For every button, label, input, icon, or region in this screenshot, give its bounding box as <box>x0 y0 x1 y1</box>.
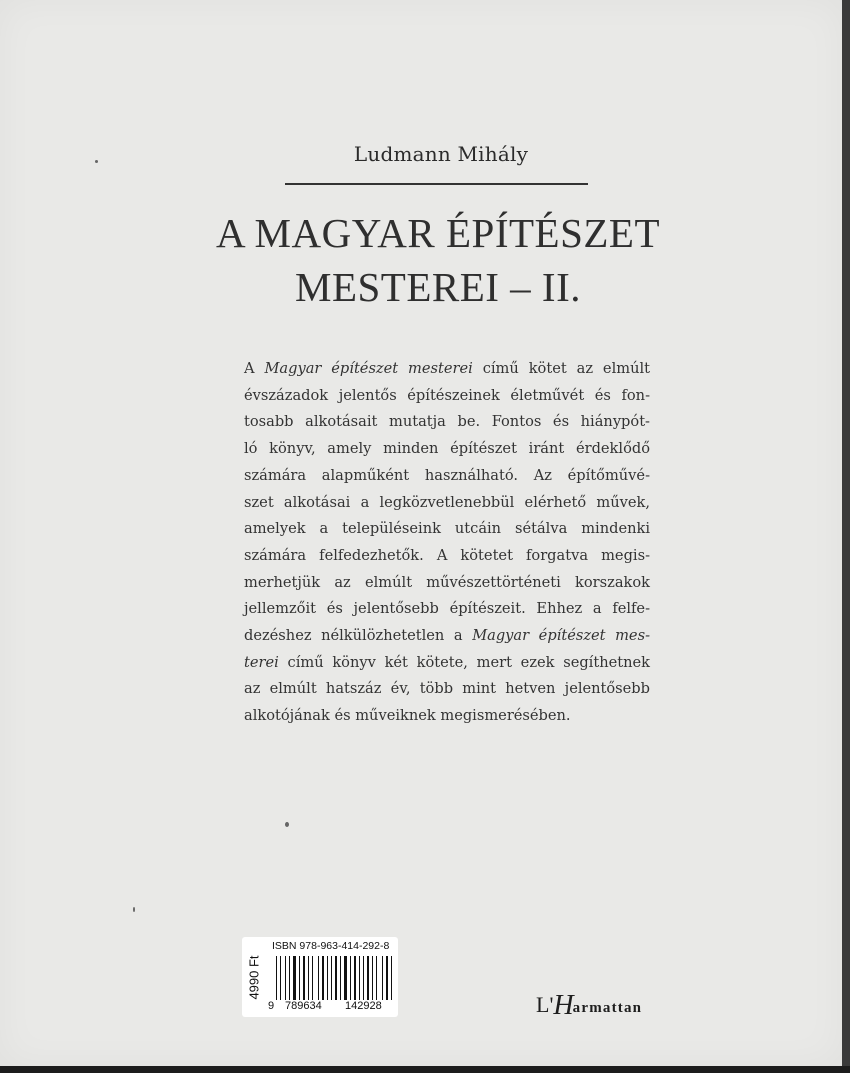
blurb-italic-title: Magyar építészet mes- <box>472 627 650 645</box>
blurb-text: A <box>244 360 265 377</box>
barcode-bar <box>293 956 296 1000</box>
barcode-bar <box>382 956 383 1000</box>
blurb-text: dezéshez nélkülözhetetlen a <box>244 627 473 645</box>
blurb-paragraph <box>244 356 650 730</box>
author-name: Ludmann Mihály <box>353 142 529 166</box>
speck <box>285 822 289 827</box>
barcode-bar <box>386 956 388 1000</box>
publisher-logo <box>536 988 643 1020</box>
barcode-bar <box>312 956 313 1000</box>
blurb-line <box>244 490 650 517</box>
barcode-bar <box>318 956 319 1000</box>
blurb-line <box>244 543 650 570</box>
barcode-bar <box>363 956 364 1000</box>
barcode-bar <box>344 956 347 1000</box>
blurb-text: az elmúlt hatszáz év, több mint hetven jelentősebb <box>244 680 650 698</box>
barcode-bar <box>327 956 328 1000</box>
title-line-2: MESTEREI – II. <box>295 264 581 310</box>
title-line-1: A MAGYAR ÉPÍTÉSZET <box>215 210 661 256</box>
publisher-initial: H <box>553 990 574 1021</box>
publisher-rest: armattan <box>572 1000 643 1016</box>
barcode-bar <box>285 956 286 1000</box>
barcode-digit-group: 142928 <box>345 1000 382 1012</box>
barcode-bar <box>359 956 360 1000</box>
blurb-text: merhetjük az elmúlt művészettörténeti korszakok <box>244 573 650 591</box>
blurb-text: évszázadok jelentős építészeinek életművét és fon- <box>244 386 650 404</box>
book-title <box>17 206 850 314</box>
barcode-digit-group: 789634 <box>285 1000 322 1012</box>
blurb-text: szet alkotásai a legközvetlenebbül elérhető művek, <box>244 493 650 511</box>
blurb-line <box>244 650 650 677</box>
barcode-bar <box>350 956 351 1000</box>
barcode <box>276 956 394 1000</box>
blurb-text: című kötet az elmúlt <box>472 360 651 377</box>
blurb-line <box>244 623 650 650</box>
barcode-bar <box>376 956 377 1000</box>
barcode-bar <box>308 956 309 1000</box>
blurb-text: alkotójának és műveiknek megismerésében. <box>244 707 571 725</box>
barcode-digit-group: 9 <box>268 1000 275 1012</box>
page-edge-right <box>842 0 850 1073</box>
barcode-bar <box>322 956 324 1000</box>
blurb-italic-title: terei <box>244 653 279 671</box>
isbn-text: ISBN 978-963-414-292-8 <box>272 940 390 952</box>
barcode-bar <box>367 956 369 1000</box>
blurb-text: tosabb alkotásait mutatja be. Fontos és hiánypót- <box>244 413 650 431</box>
barcode-bar <box>280 956 281 1000</box>
blurb-line <box>244 356 650 383</box>
blurb-italic-title: Magyar építészet mesterei <box>264 360 473 377</box>
blurb-line <box>244 383 650 410</box>
speck <box>133 907 135 912</box>
barcode-bar <box>303 956 305 1000</box>
barcode-digits <box>268 1000 396 1014</box>
barcode-bar <box>354 956 356 1000</box>
blurb-line <box>244 703 650 730</box>
barcode-bar <box>391 956 392 1000</box>
blurb-line <box>244 436 650 463</box>
barcode-bar <box>340 956 341 1000</box>
blurb-text: című könyv két kötete, mert ezek segíthetnek <box>278 653 650 671</box>
blurb-line <box>244 463 650 490</box>
price-text: 4990 Ft <box>246 954 262 1000</box>
barcode-label <box>242 937 398 1017</box>
blurb-text: ló könyv, amely minden építészet iránt érdeklődő <box>244 440 650 458</box>
barcode-bar <box>331 956 332 1000</box>
blurb-text: amelyek a településeink utcáin sétálva mindenki <box>244 520 650 538</box>
blurb-line <box>244 570 650 597</box>
barcode-bar <box>372 956 373 1000</box>
blurb-text: számára felfedezhetők. A kötetet forgatva megis- <box>244 546 650 564</box>
barcode-bar <box>299 956 300 1000</box>
blurb-line <box>244 516 650 543</box>
blurb-line <box>244 676 650 703</box>
blurb-line <box>244 409 650 436</box>
publisher-prefix: L' <box>536 992 554 1017</box>
blurb-line <box>244 596 650 623</box>
page-edge-bottom <box>0 1066 850 1073</box>
blurb-text: jellemzőit és jelentősebb építészeit. Ehhez a felfe- <box>244 600 650 618</box>
price-tag <box>242 937 266 1017</box>
blurb-text: számára alapműként használható. Az építőművé- <box>244 466 650 484</box>
barcode-bar <box>289 956 290 1000</box>
title-divider <box>285 183 588 185</box>
barcode-bar <box>276 956 277 1000</box>
barcode-bar <box>335 956 337 1000</box>
